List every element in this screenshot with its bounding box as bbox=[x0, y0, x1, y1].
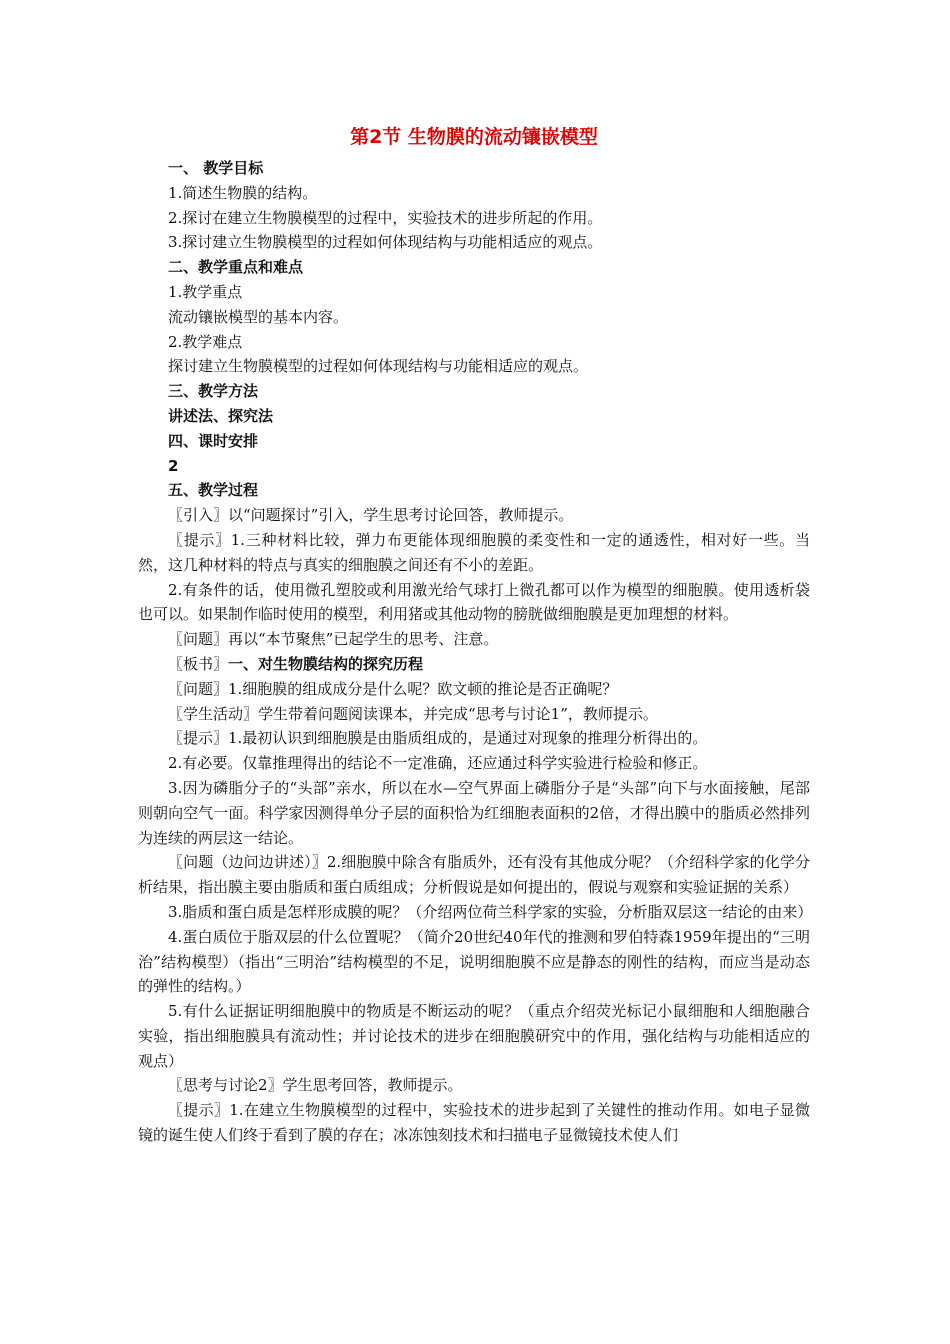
paragraph: 4.蛋白质位于脂双层的什么位置呢？（简介20世纪40年代的推测和罗伯特森1959年提出的“三明治”结构模型）（指出“三明治”结构模型的不足，说明细胞膜不应是静态的刚性的结构，而应当是动态的弹性的结构。） bbox=[138, 927, 810, 996]
paragraph: 2.有条件的话，使用微孔塑胶或利用激光给气球打上微孔都可以作为模型的细胞膜。使用透析袋也可以。如果制作临时使用的模型，利用猪或其他动物的膀胱做细胞膜是更加理想的材料。 bbox=[138, 580, 810, 624]
paragraph: 〖提示〗1.在建立生物膜模型的过程中，实验技术的进步起到了关键性的推动作用。如电子显微镜的诞生使人们终于看到了膜的存在；冰冻蚀刻技术和扫描电子显微镜技术使人们 bbox=[138, 1101, 810, 1145]
paragraph: 〖提示〗1.最初认识到细胞膜是由脂质组成的，是通过对现象的推理分析得出的。 bbox=[168, 729, 708, 748]
goal-item: 2.探讨在建立生物膜模型的过程中，实验技术的进步所起的作用。 bbox=[168, 208, 603, 227]
paragraph: 〖问题〗再以“本节聚焦”已起学生的思考、注意。 bbox=[168, 630, 499, 649]
paragraph: 3.因为磷脂分子的“头部”亲水，所以在水—空气界面上磷脂分子是“头部”向下与水面接触，尾部则朝向空气一面。科学家因测得单分子层的面积恰为红细胞表面积的2倍，才得出膜中的脂质必然排列为连续的两层这一结论。 bbox=[138, 778, 810, 847]
board-heading: 一、对生物膜结构的探究历程 bbox=[228, 654, 424, 673]
section-heading-methods: 三、教学方法 bbox=[168, 382, 259, 401]
section-heading-key-points: 二、教学重点和难点 bbox=[168, 258, 304, 277]
paragraph: 2.有必要。仅靠推理得出的结论不一定准确，还应通过科学实验进行检验和修正。 bbox=[168, 754, 708, 773]
schedule-text: 2 bbox=[168, 456, 179, 475]
paragraph: 〖引入〗以“问题探讨”引入，学生思考讨论回答，教师提示。 bbox=[168, 506, 574, 525]
paragraph: 5.有什么证据证明细胞膜中的物质是不断运动的呢？（重点介绍荧光标记小鼠细胞和人细胞融合实验，指出细胞膜具有流动性；并讨论技术的进步在细胞膜研究中的作用，强化结构与功能相适应的观点） bbox=[138, 1002, 810, 1070]
focus-label: 1.教学重点 bbox=[168, 282, 243, 301]
goal-item: 1.简述生物膜的结构。 bbox=[168, 183, 318, 202]
section-heading-schedule: 四、课时安排 bbox=[168, 431, 259, 450]
page-title: 第2节 生物膜的流动镶嵌模型 bbox=[350, 126, 598, 148]
section-heading-process: 五、教学过程 bbox=[168, 481, 259, 500]
methods-text: 讲述法、探究法 bbox=[168, 406, 274, 425]
paragraph: 〖思考与讨论2〗学生思考回答，教师提示。 bbox=[168, 1076, 463, 1095]
paragraph: 〖提示〗1.三种材料比较，弹力布更能体现细胞膜的柔变性和一定的通透性，相对好一些。当然，这几种材料的特点与真实的细胞膜之间还有不小的差距。 bbox=[138, 530, 810, 574]
paragraph: 〖问题〗1.细胞膜的组成成分是什么呢？欧文顿的推论是否正确呢？ bbox=[168, 679, 618, 698]
difficulty-label: 2.教学难点 bbox=[168, 332, 243, 351]
paragraph-board bbox=[138, 652, 810, 677]
paragraph: 3.脂质和蛋白质是怎样形成膜的呢？（介绍两位荷兰科学家的实验，分析脂双层这一结论的由来） bbox=[168, 902, 813, 921]
goal-item: 3.探讨建立生物膜模型的过程如何体现结构与功能相适应的观点。 bbox=[168, 233, 603, 252]
paragraph: 〖问题（边问边讲述）〗2.细胞膜中除含有脂质外，还有没有其他成分呢？（介绍科学家的化学分析结果，指出膜主要由脂质和蛋白质组成；分析假说是如何提出的，假说与观察和实验证据的关系） bbox=[138, 853, 810, 897]
board-prefix: 〖板书〗 bbox=[168, 654, 229, 673]
section-heading-goals: 一、 教学目标 bbox=[168, 159, 264, 177]
difficulty-text: 探讨建立生物膜模型的过程如何体现结构与功能相适应的观点。 bbox=[168, 357, 589, 376]
focus-text: 流动镶嵌模型的基本内容。 bbox=[168, 307, 349, 326]
paragraph: 〖学生活动〗学生带着问题阅读课本，并完成“思考与讨论1”，教师提示。 bbox=[168, 704, 658, 723]
document-page bbox=[138, 122, 813, 1148]
